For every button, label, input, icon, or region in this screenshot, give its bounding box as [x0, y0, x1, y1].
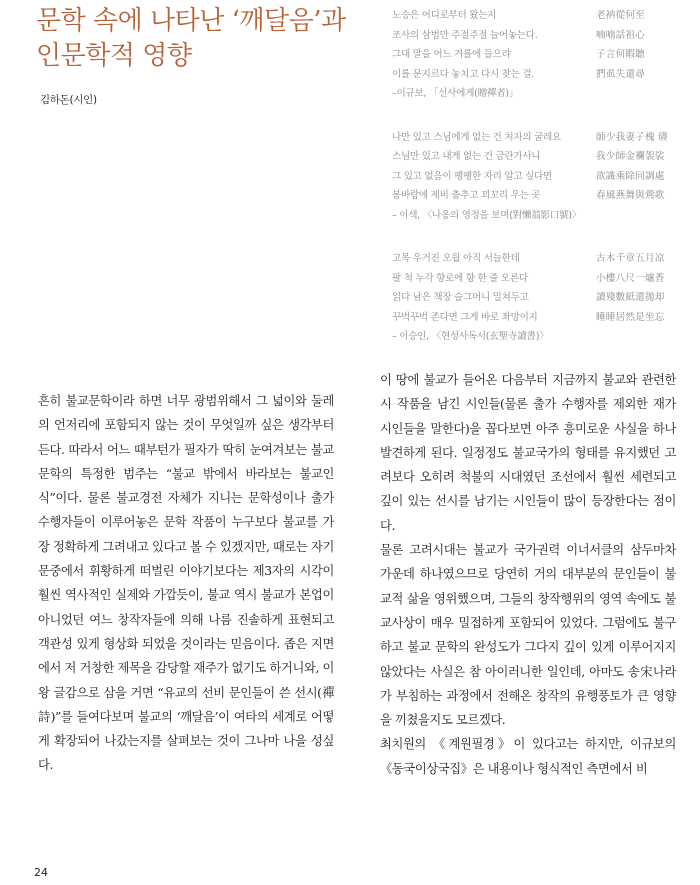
poem-korean-text: 고목 우거진 오월 아직 서늘한데	[392, 253, 520, 264]
poem-stanza-1	[392, 6, 682, 104]
body-paragraph: 물론 고려시대는 불교가 국가권력 이너서클의 삼두마차 가운데 하나였으므로 당연히 거의 대부분의 문인들이 불교적 삶을 영위했으며, 그들의 창작행위의 영역 속에도 불교사상이 매우 밀접하게 포함되어 있었다. 그럼에도 불구하고 불교 문학의 완성도가 그다지 깊이 있게 이루어지지 않았다는 사실은 참 아이러니한 일인데, 아마도 송宋나라가 부침하는 과정에서 전해온 창작의 유행풍토가 큰 영향을 끼쳤을지도 모르겠다.	[380, 543, 676, 728]
poem-line	[392, 186, 682, 206]
body-column-right	[380, 368, 676, 781]
poem-line	[392, 45, 682, 65]
poem-credit: –이규보, 「선사에게(贈禪者)」	[392, 88, 519, 99]
poem-hanja-text: 小樓八尺一爐香	[596, 272, 665, 284]
poem-korean-text: 읽다 남은 책장 슬그머니 밀쳐두고	[392, 292, 529, 303]
poem-line	[392, 6, 682, 26]
poem-korean-text: 팔 척 누각 향로에 향 한 줄 오른다	[392, 272, 528, 284]
poem-hanja-text: 欲識乘除同調處	[596, 170, 665, 182]
poem-line	[392, 167, 682, 187]
poem-line	[392, 269, 682, 289]
poem-line	[392, 65, 682, 85]
poem-korean-text: 그 있고 없음이 팽팽한 자리 알고 싶다면	[392, 170, 552, 182]
body-paragraph: 이 땅에 불교가 들어온 다음부터 지금까지 불교와 관련한 시 작품을 남긴 시인들(물론 출가 수행자를 제외한 재가 시인들을 말한다)을 꼽다보면 아주 흥미로운 사실을 하나 발견하게 된다. 일정정도 불교국가의 형태를 유지했던 고려보다 오히려 척불의 시대였던 조선에서 훨씬 세련되고 깊이 있는 선시를 남기는 시인들이 많이 등장한다는 점이다.	[380, 373, 676, 533]
poem-korean-text: 조사의 삼법만 주절주절 늘어놓는다.	[392, 29, 538, 41]
poem-line	[392, 128, 682, 148]
poem-hanja-text: 讀殘數紙還拋却	[596, 292, 665, 303]
poem-korean-text: 노승은 어디로부터 왔는지	[392, 10, 497, 21]
poem-hanja-text: 春風燕舞與鶯歌	[596, 190, 665, 201]
poem-line	[392, 249, 682, 269]
poem-hanja-text: 老衲從何至	[596, 10, 645, 21]
poem-hanja-text: 古木千章五月凉	[596, 253, 665, 264]
poem-korean-text: 나만 있고 스님에게 없는 건 처자의 굴레요	[392, 131, 561, 143]
poem-line	[392, 147, 682, 167]
poem-line	[392, 26, 682, 46]
poem-korean-text: 이를 문지르다 놓치고 다시 찾는 걸.	[392, 68, 535, 80]
article-title-line-2: 인문학적 영향	[36, 41, 192, 71]
poem-line	[392, 288, 682, 308]
page-number: 24	[34, 866, 48, 879]
poem-hanja-text: 子言何暇聽	[596, 49, 645, 60]
poem-credit: – 이승인, 〈현성사독서(玄聖寺讀書)〉	[392, 331, 549, 342]
poem-korean-text: 그대 말을 어느 겨를에 들으랴	[392, 49, 511, 60]
poem-hanja-text: 師少我妻子槐 瓙	[596, 131, 668, 143]
poem-line	[392, 308, 682, 328]
body-column-left	[38, 389, 334, 778]
poem-korean-text: 봄바람에 제비 춤추고 꾀꼬리 우는 곳	[392, 190, 541, 201]
poem-korean-text: 꾸벅꾸벅 존다면 그게 바로 좌망이지	[392, 311, 538, 323]
poem-hanja-text: 喃喃話祖心	[596, 29, 645, 41]
poem-hanja-text: 我少師金襴袈裟	[596, 151, 665, 162]
poem-stanza-3	[392, 249, 682, 347]
body-paragraph: 흔히 불교문학이라 하면 너무 광범위해서 그 넓이와 둘레의 언저리에 포함되지 않는 것이 무엇일까 싶은 생각부터 든다. 따라서 어느 때부턴가 필자가 딱히 눈여겨보는 불교문학의 특정한 범주는 “불교 밖에서 바라보는 불교인식”이다. 물론 불교경전 자체가 지니는 문학성이나 출가 수행자들이 이루어놓은 문학 작품이 누구보다 불교를 가장 정확하게 그려내고 있다고 볼 수 있겠지만, 때로는 자기 문중에서 휘황하게 떠벌린 이야기보다는 제3자의 시각이 훨씬 역사적인 실제와 가깝듯이, 불교 역시 불교가 본업이 아니었던 여느 창작자들에 의해 나름 진솔하게 표현되고 객관성 있게 형상화 되었을 것이라는 믿음이다. 좁은 지면에서 저 거창한 제목을 감당할 재주가 없기도 하거니와, 이왕 글감으로 삼을 거면 “유교의 선비 문인들이 쓴 선시(禪詩)”를 들여다보며 불교의 ‘깨달음’이 여타의 세계로 어떻게 확장되어 나갔는지를 살펴보는 것이 그나마 나을 성싶다.	[38, 394, 334, 773]
author-byline: 김하돈(시인)	[40, 94, 97, 106]
article-title	[36, 4, 356, 74]
article-title-line-1: 문학 속에 나타난 ‘깨달음’과	[36, 6, 346, 36]
body-paragraph: 최치원의 《계원필경》이 있다고는 하지만, 이규보의 《동국이상국집》은 내용이나 형식적인 측면에서 비	[380, 737, 676, 776]
poem-credit: – 이색, 〈나옹의 영정을 보며(對懶翁影口號)〉	[392, 209, 582, 221]
poem-stanza-2	[392, 128, 682, 226]
poem-hanja-text: 睡睡居然是坐忘	[596, 311, 665, 323]
poem-quotes	[392, 6, 682, 371]
poem-korean-text: 스님만 있고 내게 없는 건 금란가사니	[392, 151, 541, 162]
poem-hanja-text: 捫虱失還尋	[596, 68, 645, 80]
